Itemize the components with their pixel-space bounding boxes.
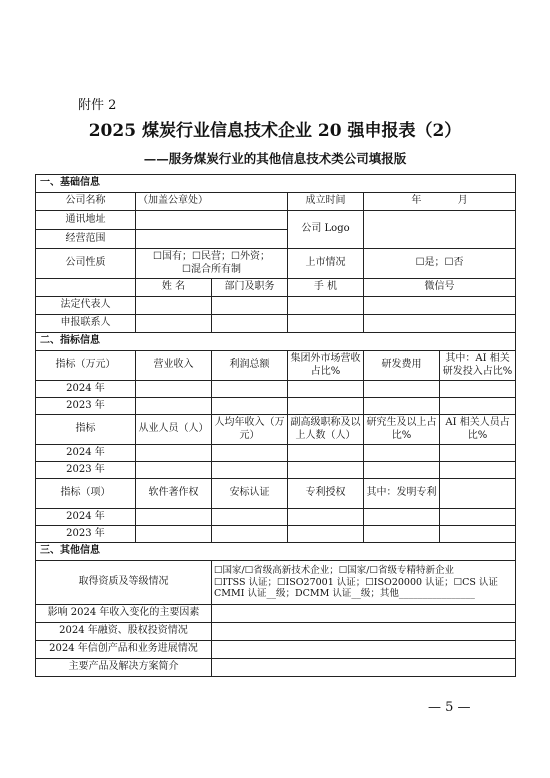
input-cell[interactable]	[212, 398, 288, 415]
logo-label: 公司 Logo	[288, 211, 364, 249]
input-cell[interactable]	[136, 445, 212, 462]
metrics3-header-4: 其中：发明专利	[364, 479, 440, 509]
qualification-line1: ☐国家/☐省级高新技术企业；☐国家/☐省级专精特新企业	[214, 564, 454, 576]
founded-label: 成立时间	[288, 193, 364, 211]
input-cell[interactable]	[364, 381, 440, 398]
contact-person-name[interactable]	[136, 315, 212, 333]
listing-label: 上市情况	[288, 249, 364, 279]
input-cell[interactable]	[136, 509, 212, 526]
metrics3-header-5	[440, 479, 516, 509]
input-cell[interactable]	[440, 509, 516, 526]
section-basic-title: 一、基础信息	[36, 175, 516, 193]
input-cell[interactable]	[364, 526, 440, 543]
contact-person-wechat[interactable]	[364, 315, 516, 333]
company-seal-hint: （加盖公章处）	[138, 195, 208, 207]
page-title: 2025 煤炭行业信息技术企业 20 强申报表（2）	[88, 121, 462, 141]
logo-field[interactable]	[364, 211, 516, 249]
metrics1-header-0: 指标（万元）	[36, 351, 136, 381]
business-scope-field[interactable]	[136, 230, 288, 249]
metrics1-header-4: 研发费用	[364, 351, 440, 381]
listing-options[interactable]: ☐是；☐否	[364, 249, 516, 279]
metrics3-year-2023: 2023 年	[36, 526, 136, 543]
metrics1-header-2: 利润总额	[212, 351, 288, 381]
input-cell[interactable]	[364, 462, 440, 479]
input-cell[interactable]	[364, 398, 440, 415]
input-cell[interactable]	[440, 526, 516, 543]
qualification-label: 取得资质及等级情况	[36, 561, 212, 605]
input-cell[interactable]	[440, 445, 516, 462]
input-cell[interactable]	[136, 526, 212, 543]
metrics1-header-3: 集团外市场营收占比%	[288, 351, 364, 381]
metrics1-year-2023: 2023 年	[36, 398, 136, 415]
input-cell[interactable]	[288, 509, 364, 526]
application-form-table	[35, 174, 516, 677]
metrics2-header-5: AI 相关人员占比%	[440, 415, 516, 445]
financing-label: 2024 年融资、股权投资情况	[36, 623, 212, 641]
revenue-factors-label: 影响 2024 年收入变化的主要因素	[36, 605, 212, 623]
founded-field[interactable]	[364, 193, 516, 211]
metrics2-year-2023: 2023 年	[36, 462, 136, 479]
input-cell[interactable]	[288, 462, 364, 479]
metrics2-year-2024: 2024 年	[36, 445, 136, 462]
nature-options-line2: ☐混合所有制	[182, 263, 241, 275]
company-name-field[interactable]	[136, 193, 288, 211]
input-cell[interactable]	[364, 509, 440, 526]
qualification-line3: CMMI 认证__级；DCMM 认证__级；其他________________	[214, 588, 475, 600]
metrics2-header-4: 研究生及以上占比%	[364, 415, 440, 445]
legal-rep-phone[interactable]	[288, 297, 364, 315]
qualification-line2: ☐ITSS 认证；☐ISO27001 认证；☐ISO20000 认证；☐CS 认证	[214, 576, 498, 588]
metrics3-header-1: 软件著作权	[136, 479, 212, 509]
legal-rep-wechat[interactable]	[364, 297, 516, 315]
metrics3-header-2: 安标认证	[212, 479, 288, 509]
metrics2-header-1: 从业人员（人）	[136, 415, 212, 445]
input-cell[interactable]	[212, 526, 288, 543]
contact-person-label: 申报联系人	[36, 315, 136, 333]
page-subtitle: ——服务煤炭行业的其他信息技术类公司填报版	[143, 151, 407, 166]
input-cell[interactable]	[136, 462, 212, 479]
founded-year-unit: 年	[411, 195, 422, 207]
col-phone-header: 手 机	[288, 279, 364, 297]
metrics1-year-2024: 2024 年	[36, 381, 136, 398]
metrics3-header-0: 指标（项）	[36, 479, 136, 509]
innovation-label: 2024 年信创产品和业务进展情况	[36, 641, 212, 659]
col-dept-header: 部门及职务	[212, 279, 288, 297]
revenue-factors-field[interactable]	[212, 605, 516, 623]
input-cell[interactable]	[440, 398, 516, 415]
contact-person-dept[interactable]	[212, 315, 288, 333]
input-cell[interactable]	[212, 381, 288, 398]
input-cell[interactable]	[212, 462, 288, 479]
nature-options-line1: ☐国有；☐民营；☐外资；	[153, 251, 270, 262]
input-cell[interactable]	[288, 398, 364, 415]
attachment-label: 附件 2	[78, 98, 117, 113]
products-field[interactable]	[212, 659, 516, 677]
metrics3-year-2024: 2024 年	[36, 509, 136, 526]
input-cell[interactable]	[136, 398, 212, 415]
business-scope-label: 经营范围	[36, 230, 136, 249]
input-cell[interactable]	[212, 445, 288, 462]
section-metrics-title: 二、指标信息	[36, 333, 516, 351]
address-field[interactable]	[136, 211, 288, 230]
company-nature-options[interactable]	[136, 249, 288, 279]
legal-rep-dept[interactable]	[212, 297, 288, 315]
input-cell[interactable]	[288, 526, 364, 543]
founded-month-unit: 月	[457, 195, 468, 207]
section-other-title: 三、其他信息	[36, 543, 516, 561]
company-name-label: 公司名称	[36, 193, 136, 211]
page-number: — 5 —	[428, 700, 471, 715]
contact-header-blank	[36, 279, 136, 297]
input-cell[interactable]	[212, 509, 288, 526]
contact-person-phone[interactable]	[288, 315, 364, 333]
metrics1-header-5: 其中：AI 相关研发投入占比%	[440, 351, 516, 381]
input-cell[interactable]	[288, 445, 364, 462]
innovation-field[interactable]	[212, 641, 516, 659]
metrics2-header-0: 指标	[36, 415, 136, 445]
financing-field[interactable]	[212, 623, 516, 641]
input-cell[interactable]	[364, 445, 440, 462]
metrics2-header-2: 人均年收入（万元）	[212, 415, 288, 445]
input-cell[interactable]	[136, 381, 212, 398]
metrics2-header-3: 副高级职称及以上人数（人）	[288, 415, 364, 445]
qualification-options[interactable]	[212, 561, 516, 605]
legal-rep-label: 法定代表人	[36, 297, 136, 315]
input-cell[interactable]	[440, 462, 516, 479]
products-label: 主要产品及解决方案简介	[36, 659, 212, 677]
input-cell[interactable]	[288, 381, 364, 398]
address-label: 通讯地址	[36, 211, 136, 230]
metrics3-header-3: 专利授权	[288, 479, 364, 509]
col-wechat-header: 微信号	[364, 279, 516, 297]
company-nature-label: 公司性质	[36, 249, 136, 279]
input-cell[interactable]	[440, 381, 516, 398]
metrics1-header-1: 营业收入	[136, 351, 212, 381]
col-name-header: 姓 名	[136, 279, 212, 297]
legal-rep-name[interactable]	[136, 297, 212, 315]
